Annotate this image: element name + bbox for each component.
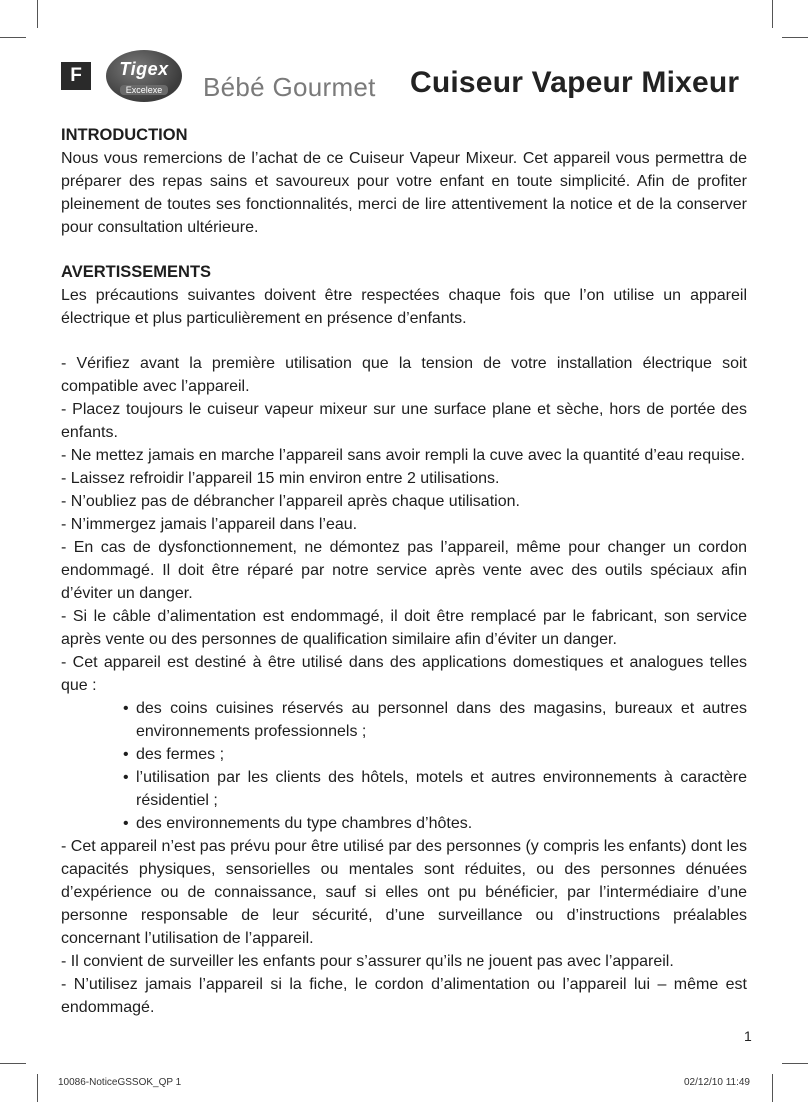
- warning-item: - Placez toujours le cuiseur vapeur mixeur sur une surface plane et sèche, hors de portée des enfants.: [61, 401, 747, 441]
- usage-bullet-list: [61, 697, 747, 835]
- bullet-item: [61, 812, 747, 835]
- crop-mark: [37, 0, 38, 28]
- introduction-heading: INTRODUCTION: [61, 126, 188, 144]
- bullet-icon: •: [123, 700, 129, 717]
- bullet-text: des coins cuisines réservés au personnel dans des magasins, bureaux et autres environnements professionnels ;: [136, 700, 747, 740]
- crop-mark: [772, 1074, 773, 1102]
- crop-mark: [782, 1063, 808, 1064]
- crop-mark: [0, 37, 26, 38]
- tigex-logo-sub: Excelexe: [120, 85, 169, 95]
- bullet-text: des fermes ;: [136, 746, 225, 763]
- introduction-text: Nous vous remercions de l’achat de ce Cuiseur Vapeur Mixeur. Cet appareil vous permettra de préparer des repas sains et savoureux pour votre enfant en toute simplicité. Afin de profiter pleinement de toutes ses fonctionnalités, merci de lire attentivement la notice et de la conserver pour consultation ultérieure.: [61, 150, 747, 236]
- bullet-icon: •: [123, 746, 129, 763]
- warning-item: - Il convient de surveiller les enfants pour s’assurer qu’ils ne jouent pas avec l’appareil.: [61, 953, 674, 970]
- bullet-text: l’utilisation par les clients des hôtels, motels et autres environnements à caractère résidentiel ;: [136, 769, 747, 809]
- tigex-logo-word: Tigex: [119, 59, 169, 79]
- crop-mark: [37, 1074, 38, 1102]
- bullet-icon: •: [123, 815, 129, 832]
- bullet-item: [61, 766, 747, 812]
- warnings-heading: AVERTISSEMENTS: [61, 263, 212, 281]
- language-badge: F: [61, 62, 91, 90]
- warning-item: - En cas de dysfonctionnement, ne démontez pas l’appareil, même pour changer un cordon endommagé. Il doit être réparé par notre service après vente avec des outils spéciaux afin d’éviter un danger.: [61, 539, 747, 602]
- crop-mark: [782, 37, 808, 38]
- bullet-item: [61, 697, 747, 743]
- bullet-icon: •: [123, 769, 129, 786]
- warning-item: - Si le câble d’alimentation est endommagé, il doit être remplacé par le fabricant, son service après vente ou des personnes de qualification similaire afin d’éviter un danger.: [61, 608, 747, 648]
- warnings-intro: Les précautions suivantes doivent être respectées chaque fois que l’on utilise un appareil électrique et plus particulièrement en présence d’enfants.: [61, 287, 747, 327]
- page-number: 1: [744, 1028, 752, 1044]
- warning-item: - Laissez refroidir l’appareil 15 min environ entre 2 utilisations.: [61, 470, 500, 487]
- warning-item: - N’utilisez jamais l’appareil si la fiche, le cordon d’alimentation ou l’appareil lui – même est endommagé.: [61, 976, 747, 1016]
- bullet-text: des environnements du type chambres d’hôtes.: [136, 815, 473, 832]
- tigex-logo: [106, 50, 182, 102]
- document-body: [61, 124, 747, 1019]
- bebe-gourmet-logo: Bébé Gourmet: [203, 72, 376, 102]
- warning-item: - Cet appareil est destiné à être utilisé dans des applications domestiques et analogues telles que :: [61, 654, 747, 694]
- warning-item: - N’oubliez pas de débrancher l’appareil après chaque utilisation.: [61, 493, 520, 510]
- footer-file-slug: 10086-NoticeGSSOK_QP 1: [58, 1077, 182, 1088]
- bullet-item: [61, 743, 747, 766]
- warning-item: - Ne mettez jamais en marche l’appareil sans avoir rempli la cuve avec la quantité d’eau requise.: [61, 447, 745, 464]
- warning-item: - N’immergez jamais l’appareil dans l’eau.: [61, 516, 358, 533]
- page-title: Cuiseur Vapeur Mixeur: [410, 66, 740, 99]
- crop-mark: [0, 1063, 26, 1064]
- warning-item: - Vérifiez avant la première utilisation que la tension de votre installation électrique soit compatible avec l’appareil.: [61, 355, 747, 395]
- crop-mark: [772, 0, 773, 28]
- warning-item: - Cet appareil n’est pas prévu pour être utilisé par des personnes (y compris les enfants) dont les capacités physiques, sensorielles ou mentales sont réduites, ou des personnes dénuées d’expérience ou de connaissance, sauf si elles ont pu bénéficier, par l’intermédiaire d’une personne responsable de leur sécurité, d’une surveillance ou d’instructions préalables concernant l’utilisation de l’appareil.: [61, 838, 747, 947]
- footer-date-time: 02/12/10 11:49: [684, 1077, 750, 1088]
